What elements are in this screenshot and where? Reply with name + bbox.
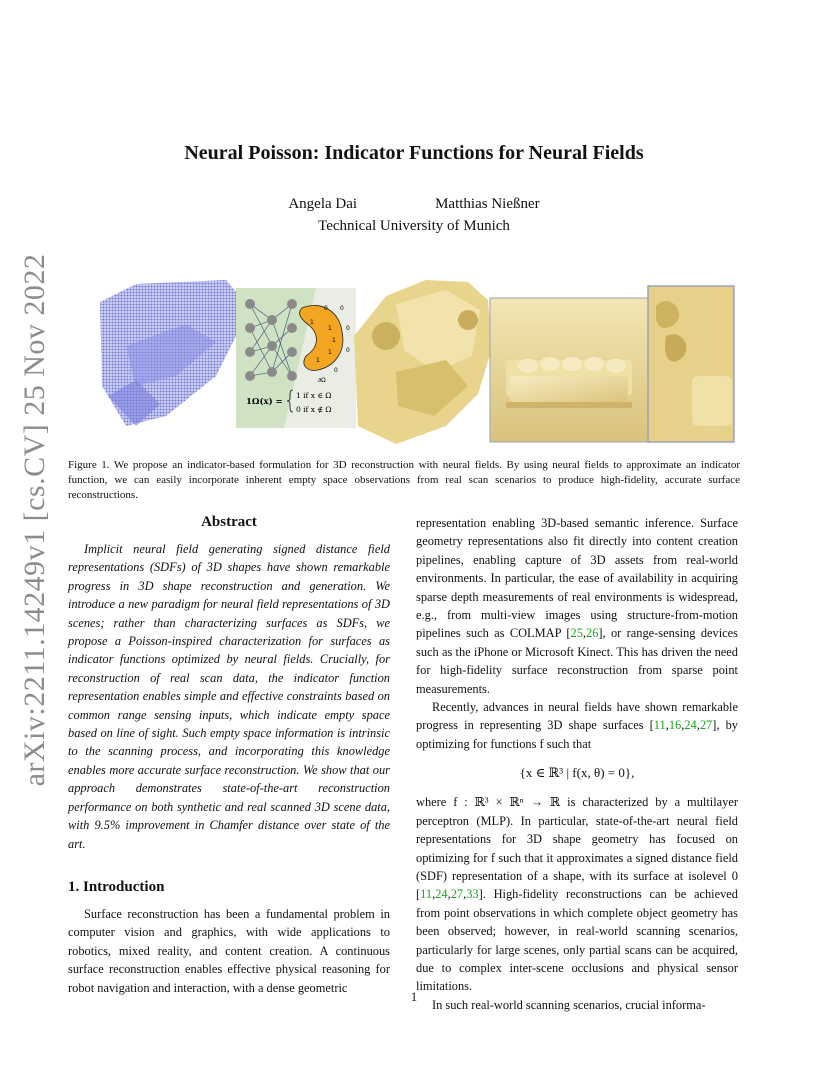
abstract-heading: Abstract [201,514,257,530]
inset-one-label: 1 [332,337,336,344]
citation-link[interactable]: 24 [435,887,448,902]
introduction-heading: 1. Introduction [68,878,165,895]
inset-zero-label: 0 [340,305,344,312]
inset-zero-label: 0 [346,347,350,354]
inset-zero-label: 0 [346,325,350,332]
inset-zero-label: 0 [334,367,338,374]
citation-link[interactable]: 24 [684,718,697,733]
author-1: Angela Dai [288,196,358,212]
paper-title: Neural Poisson: Indicator Functions for Neural Fields [184,142,644,164]
arxiv-identifier-text: arXiv:2211.14249v1 [cs.CV] 25 Nov 2022 [18,253,51,787]
citation-link[interactable]: 26 [586,626,599,641]
intro-paragraph-2: representation enabling 3D-based semantic inference. Surface geometry representations also fit directly into content creation pipelines, enabling capture of 3D assets from real-world environments. In particular, the ease of availability in acquiring sparse depth measurements of real environments is widespread, e.g., from multi-view images using structure-from-motion pipelines such as COLMAP [25,26], or range-sensing devices such as the iPhone or Microsoft Kinect. This has driven the need for high-fidelity surface reconstruction from sparse point measurements. [416,516,738,696]
paragraph-text: ]. High-fidelity reconstructions can be achieved from point observations in which complete object geometry has been observed; however, in real-world scanning scenarios, particularly for large scenes, only partial scans can be acquired, due to complex inter-scene occlusions and physical sensor limitations. [416,887,738,994]
author-2: Matthias Nießner [435,196,540,212]
indicator-formula-case-1: 1 if x ∈ Ω [296,391,332,400]
citation-link[interactable]: 27 [699,718,713,733]
figure-caption: Figure 1. We propose an indicator-based formulation for 3D reconstruction with neural fields. By using neural fields to approximate an indicator function, we can easily incorporate inherent empty space observations from real scan scenarios to produce high-fidelity, accurate surface reconstructions. [68,459,740,501]
abstract-text: Implicit neural field generating signed distance field representations (SDFs) of 3D shapes have shown remarkable progress in 3D shape reconstruction and generation. We introduce a new paradigm for neural field representations of 3D scenes; rather than characterizing surfaces as SDFs, we propose a Poisson-inspired characterization for surfaces as indicator functions optimized by neural fields. Crucially, for reconstruction of real scan data, the indicator function representation enables simple and effective constraints based on common range sensing inputs, which indicate empty space based on line of sight. Such empty space information is intrinsic to the scanning process, and incorporating this knowledge enables more accurate surface reconstruction. We show that our approach demonstrates state-of-the-art reconstruction performance on both synthetic and real scanned 3D scene data, with 9.5% improvement in Chamfer distance over state of the art. [68,542,390,851]
detail-crop-image [648,286,734,442]
citation-link[interactable]: 11 [420,887,433,902]
left-column [68,514,390,997]
intro-paragraph-4: where f : ℝ³ × ℝⁿ → ℝ is characterized by a multilayer perceptron (MLP). In particular, state-of-the-art neural field representations for 3D shape geometry has focused on optimizing for f such that it approximates a signed distance field (SDF) representation of a shape, with its surface at isolevel 0 [11,24,27,33]. High-fidelity reconstructions can be achieved from point observations in which complete object geometry has been observed; however, in real-world scanning scenarios, particularly for large scenes, only partial scans can be acquired, due to complex inter-scene occlusions and physical sensor limitations. [416,795,738,994]
intro-paragraph-1: Surface reconstruction has been a fundamental problem in computer vision and graphics, with wide applications to robotics, mixed reality, and content creation. A continuous surface reconstruction enables effective physical reasoning for robot navigation and interaction, with a dense geometric [68,906,390,995]
indicator-formula-lhs: 𝟏Ω(x) = [246,397,283,407]
inset-one-label: 1 [316,357,320,364]
citation-link[interactable]: 33 [466,887,479,902]
paragraph-text: where f : ℝ³ × ℝⁿ → ℝ is characterized by a multilayer perceptron (MLP). In particular, state-of-the-art neural field representations for 3D shape geometry has focused on optimizing for f such that it approximates a signed distance field (SDF) representation of a shape, with its surface at isolevel 0 [ [416,795,738,902]
inset-one-label: 1 [310,319,314,326]
paragraph-text: representation enabling 3D-based semantic inference. Surface geometry representations also fit directly into content creation pipelines, enabling capture of 3D assets from real-world environments. In particular, the ease of availability in acquiring sparse depth measurements of real environments is widespread, e.g., from multi-view images using structure-from-motion pipelines such as COLMAP [ [416,516,738,641]
intro-paragraph-5: In such real-world scanning scenarios, crucial informa- [432,997,706,1012]
intro-paragraph-3: Recently, advances in neural fields have shown remarkable progress in representing 3D shape surfaces [11,16,24,27], by optimizing for functions f such that [416,700,738,751]
citation-link[interactable]: 11 [653,718,666,733]
right-column [416,514,738,1014]
inset-zero-label: 0 [324,305,328,312]
indicator-formula-case-2: 0 if x ∉ Ω [296,405,332,414]
inset-one-label: 1 [328,349,332,356]
reconstructed-scene-image [354,280,492,444]
citation-link[interactable]: 25 [570,626,583,641]
inset-one-label: 1 [328,325,332,332]
author-list [0,196,828,213]
citation-link[interactable]: 27 [450,887,464,902]
arxiv-identifier [14,253,56,787]
sofa-render-image [490,298,648,442]
paragraph-text: Recently, advances in neural fields have shown remarkable progress in representing 3D shape surfaces [ [416,700,738,733]
indicator-function-inset [236,288,356,428]
paragraph-text: ], or range-sensing devices such as the iPhone or Microsoft Kinect. This has driven the need for high-fidelity surface reconstruction from sparse point measurements. [416,626,738,696]
surface-equation: {x ∈ ℝ³ | f(x, θ) = 0}, [519,765,635,781]
page-number: 1 [410,990,418,1004]
paragraph-text: ], by optimizing for functions f such that [416,718,738,751]
citation-link[interactable]: 16 [668,718,682,733]
affiliation: Technical University of Munich [318,218,510,234]
inset-boundary-label: ∂Ω [318,377,326,384]
point-cloud-scan-image [100,280,238,426]
teaser-figure [96,276,736,446]
